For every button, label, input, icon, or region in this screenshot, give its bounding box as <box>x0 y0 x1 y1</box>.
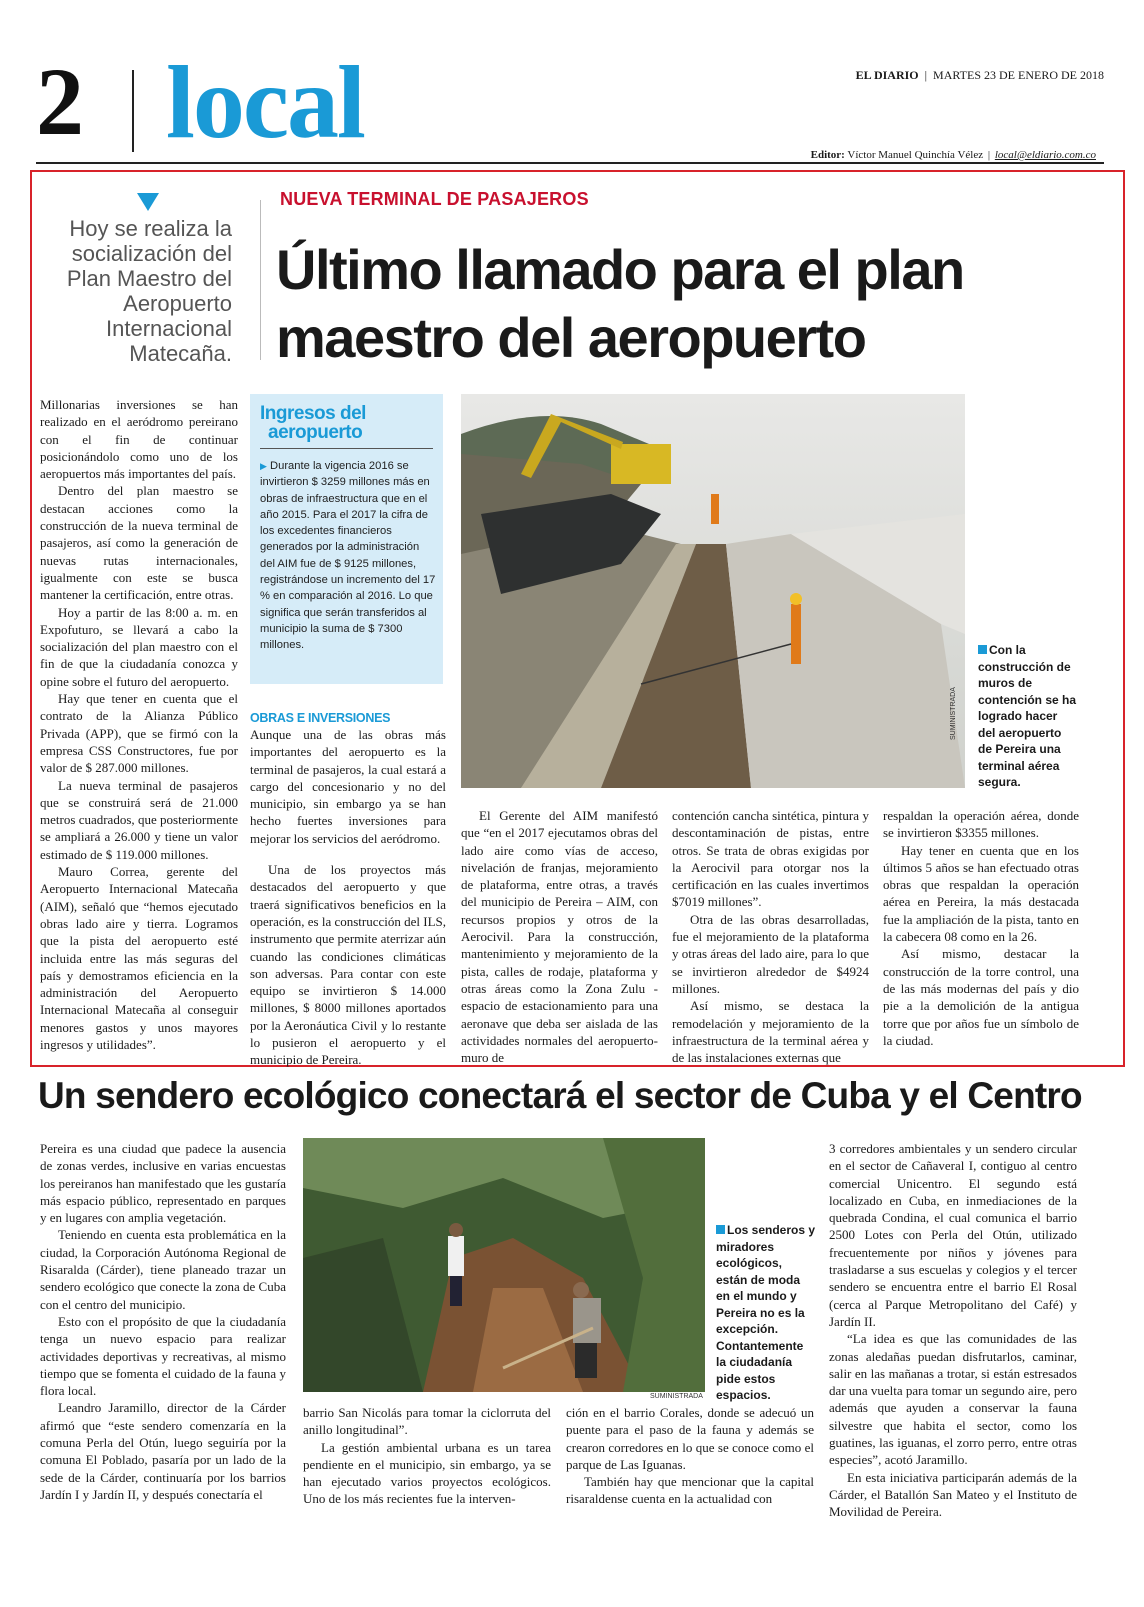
main-column-2 <box>250 726 446 1069</box>
triangle-down-icon <box>137 193 159 211</box>
story-summary: Hoy se realiza la socialización del Plan Maestro del Aeropuerto Internacional Matecaña. <box>66 216 232 366</box>
paragraph: 3 corredores ambientales y un sendero circular en el sector de Cañaveral I, contiguo al centro comercial Unicentro. El segundo está localizado en Cuba, en inmediaciones de la quebrada Condina, el cual comunica el barrio 2500 Lotes con Perla del Otún, utilizado frecuentemente por niños y jóvenes para trasladarse a sus escuelas y colegios y el tercer sendero se encuentra entre el barrio El Rosal (cerca al Parque Metropolitano del Café) y Jardín II. <box>829 1141 1077 1329</box>
second-column-2 <box>303 1404 551 1508</box>
paragraph: contención cancha sintética, pintura y descontaminación de pistas, entre otros. Se trata de obras exigidas por la Aerocivil para otorgar nos la certificación en las cuales invertimos $7019 millones”. <box>672 808 869 910</box>
summary-divider <box>260 200 261 360</box>
page-number: 2 <box>36 48 84 155</box>
paragraph: “La idea es que las comunidades de las zonas aledañas puedan disfrutarlos, caminar, salir en las mañanas a trotar, si están estresados dar una vuelta para tomar un segundo aire, pero además que ayuden a conservar la fauna silvestre que habita el sector, como los guatines, las iguanas, el zorro perro, entre otras especies”, acotó Jaramillo. <box>829 1331 1077 1468</box>
sidebar-rule <box>260 448 433 449</box>
dateline-separator: | <box>924 68 928 82</box>
sidebar-title <box>260 404 366 442</box>
paragraph: Otra de las obras desarrolladas, fue el mejoramiento de la plataforma y otras áreas del lado aire, para lo que se invirtieron alrededor de $4924 millones. <box>672 911 869 996</box>
sidebar-title-line-1: Ingresos del <box>260 403 366 424</box>
paragraph: Dentro del plan maestro se destacan acciones como la construcción de la nueva terminal de pasajeros, así como la generación de nuevas rutas internacionales, igualmente con este se busca mantener la certificación, entre otras. <box>40 483 238 603</box>
sidebar-text: ▶ Durante la vigencia 2016 se invirtieron $ 3259 millones más en obras de infraestructura que en el año 2015. Para el 2017 la cifra de los excedentes financieros generados por la administración del AIM fue de $ 9125 millones, registrándose un incremento del 17 % en comparación al 2016. Lo que significa que serán transferidos al municipio la suma de $ 7300 millones. <box>260 460 436 652</box>
caption-square-icon <box>978 645 987 654</box>
paragraph: El Gerente del AIM manifestó que “en el 2017 ejecutamos obras del lado aire como vías de acceso, nivelación de franjas, mejoramiento de plataforma, entre otras, a través del municipio de Pereira – AIM, con recursos propios y otros de la Aerocivil. Para la construcción, mantenimiento y mejoramiento de la pista, calles de rodaje, plataforma y otras áreas como la Zona Zulu -espacio de estacionamiento para una aeronave que deba ser aislada de las actividades normales del aeropuerto- muro de <box>461 808 658 1066</box>
paragraph: Esto con el propósito de que la ciudadanía tenga un nuevo espacio para realizar actividades deportivas y recreativas, al mismo tiempo que se fomenta el cuidado de la fauna y flora local. <box>40 1313 286 1399</box>
section-title: local <box>166 45 364 160</box>
paragraph: También hay que mencionar que la capital risaraldense cuenta en la actualidad con <box>566 1474 814 1507</box>
paragraph: Hay que tener en cuenta que el contrato de la Alianza Público Privada (APP), que se firmó con la empresa CSS Constructores, fue por valor de $ 287.000 millones. <box>40 691 238 776</box>
paragraph: Leandro Jaramillo, director de la Cárder afirmó que “este sendero comenzaría en la comuna Perla del Otún, luego seguiría por la comuna El Poblado, pasaría por un lado de la sede de la Cárder, continuaría por los barrios Jardín I y Jardín II, y después conectaría el <box>40 1400 286 1502</box>
paragraph: Aunque una de las obras más importantes del aeropuerto es la terminal de pasajeros, la cual estará a cargo del concesionario y no del municipio, sin embargo ya se han hecho fuertes inversiones para mejorar los servicios del aeródromo. <box>250 727 446 846</box>
paragraph: Hoy a partir de las 8:00 a. m. en Expofuturo, se llevará a cabo la socialización del plan maestro con el fin de que la ciudadanía conozca y opine sobre el futuro del aeropuerto. <box>40 604 238 689</box>
construction-photo <box>461 394 965 788</box>
paragraph: Pereira es una ciudad que padece la ausencia de zonas verdes, inclusive en varias encuestas los pereiranos han manifestado que les gustaría más espacio público, representado en parques y en lugares con amplia vegetación. <box>40 1141 286 1226</box>
headline-line-1: Último llamado para el plan <box>276 238 964 301</box>
paragraph: Una de los proyectos más destacados del aeropuerto y que traerá significativos beneficios en la operación, es la construcción del ILS, instrumento que permite aterrizar aún cuando las condiciones climáticas son adversas. Para contar con este equipo se invirtieron $ 14.000 millones, $ 8000 millones aportados por la Aeronáutica Civil y lo restante lo pusieron el aeropuerto y el municipio de Pereira. <box>250 862 447 1068</box>
dateline <box>700 68 1104 83</box>
paragraph: La gestión ambiental urbana es un tarea pendiente en el municipio, sin embargo, ya se han ejecutado varios proyectos ecológicos. Uno de los más recientes fue la interven- <box>303 1439 551 1507</box>
masthead-divider <box>132 70 134 152</box>
paragraph: Teniendo en cuenta esta problemática en la ciudad, la Corporación Autónoma Regional de Risaralda (Cárder), tiene planeado trazar un sendero ecológico que conecte la zona de Cuba con el centro del municipio. <box>40 1227 286 1312</box>
second-column-4 <box>829 1140 1077 1521</box>
editor-email[interactable]: local@eldiario.com.co <box>994 149 1096 161</box>
second-column-1 <box>40 1140 286 1503</box>
masthead-rule <box>36 162 1104 164</box>
paragraph: Así mismo, se destaca la remodelación y mejoramiento de la infraestructura de la terminal aérea y de las instalaciones externas que <box>672 998 869 1066</box>
paper-name: EL DIARIO <box>855 68 919 82</box>
issue-date: MARTES 23 DE ENERO DE 2018 <box>933 68 1104 82</box>
sidebar-title-line-2: aeropuerto <box>268 422 363 443</box>
second-headline: Un sendero ecológico conectará el sector de Cuba y el Centro <box>38 1075 1082 1116</box>
editor-label: Editor: <box>810 149 845 161</box>
second-column-3 <box>566 1404 814 1508</box>
story-kicker: NUEVA TERMINAL DE PASAJEROS <box>280 189 589 209</box>
paragraph: barrio San Nicolás para tomar la ciclorruta del anillo longitudinal”. <box>303 1405 551 1438</box>
main-column-5 <box>883 807 1079 1049</box>
paragraph: La nueva terminal de pasajeros que se construirá será de 21.000 metros cuadrados, que posteriormente se ampliará a 26.000 y tiene un valor estimado de $ 119.000 millones. <box>40 777 238 862</box>
paragraph: Así mismo, destacar la construcción de la torre control, una de las más modernas del país y dio pie a la demolición de la antigua torre que por años fue un símbolo de la ciudad. <box>883 946 1079 1048</box>
story-headline <box>276 236 1096 372</box>
paragraph: Millonarias inversiones se han realizado en el aeródromo pereirano con el fin de continuar posicionándolo como uno de los aeropuertos más importantes del país. <box>40 397 238 482</box>
bullet-arrow-icon: ▶ <box>260 461 267 471</box>
trail-photo-caption: Los senderos y miradores ecológicos, están de moda en el mundo y Pereira no es la excepción. Contantemente la ciudadanía pide estos espacios. <box>716 1223 816 1402</box>
paragraph: Hay tener en cuenta que en los últimos 5 años se han efectuado otras obras que respaldan la operación aérea en Pereira, la más destacada fue la ampliación de la pista, tanto en la cabecera 08 como en la 26. <box>883 842 1079 945</box>
subhead-obras: OBRAS E INVERSIONES <box>250 711 391 725</box>
caption-square-icon <box>716 1225 725 1234</box>
photo-credit: SUMINISTRADA <box>950 687 957 740</box>
paragraph: ción en el barrio Corales, donde se adecuó un puente para el paso de la fauna y además se crearon corredores en lo que se conoce como el parque de Las Iguanas. <box>566 1405 814 1472</box>
photo-caption: Con la construcción de muros de contención se ha logrado hacer del aeropuerto de Pereira una terminal aérea segura. <box>978 643 1077 789</box>
paragraph: En esta iniciativa participarán además de la Cárder, el Batallón San Mateo y el Instituto de Movilidad de Pereira. <box>829 1469 1077 1520</box>
editor-separator: | <box>987 149 991 161</box>
headline-line-2: maestro del aeropuerto <box>276 306 866 369</box>
trail-photo <box>303 1138 705 1392</box>
sidebar-box <box>250 394 443 684</box>
main-column-1 <box>40 396 238 1053</box>
trail-photo-credit: SUMINISTRADA <box>650 1393 703 1400</box>
paragraph: Mauro Correa, gerente del Aeropuerto Internacional Matecaña (AIM), señaló que “hemos ejecutado obras lado aire y tierra. Logramos que la pista del aeropuerto esté incluida entre las más seguras del país y demostramos eficiencia en la administración del Aeropuerto Internacional Matecaña al conseguir menores gastos y unos mayores ingresos y utilidades”. <box>40 864 238 1052</box>
paragraph: respaldan la operación aérea, donde se invirtieron $3355 millones. <box>883 808 1079 841</box>
main-column-4 <box>672 807 869 1066</box>
editor-credit <box>560 149 1096 161</box>
main-column-3 <box>461 807 658 1066</box>
editor-name: Víctor Manuel Quinchía Vélez <box>847 149 984 161</box>
